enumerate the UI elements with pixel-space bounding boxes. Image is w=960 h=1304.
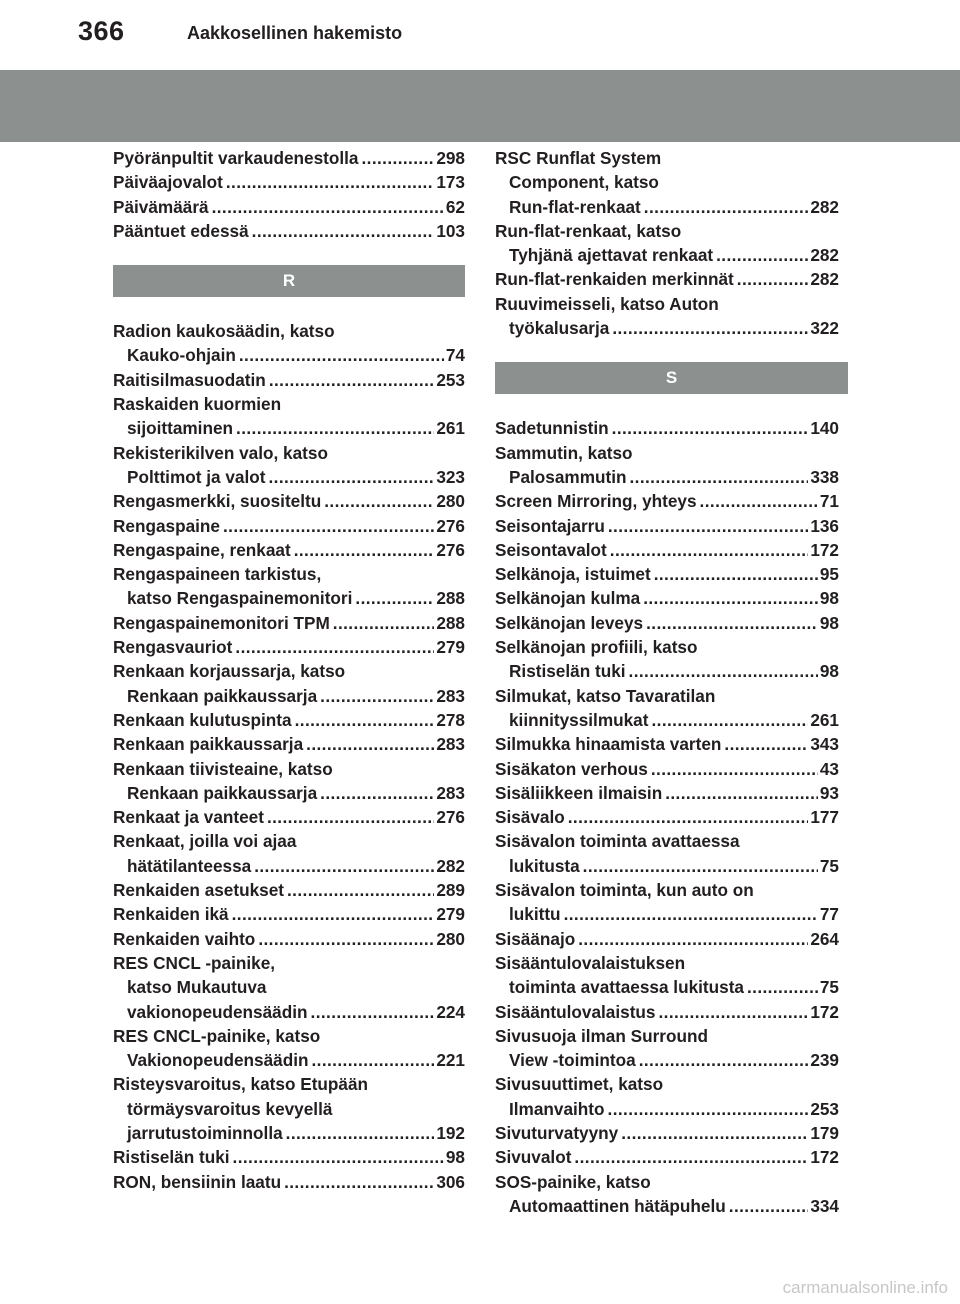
index-entry <box>495 927 839 951</box>
dot-leader <box>226 170 434 194</box>
index-entry <box>495 416 839 440</box>
index-entry <box>113 902 465 926</box>
entry-text: Renkaiden asetukset <box>113 880 284 901</box>
entry-text: lukittu <box>509 904 561 925</box>
index-entry <box>113 708 465 732</box>
entry-page: 177 <box>810 807 839 828</box>
section-letter-s: S <box>495 362 848 394</box>
entry-text: Renkaan korjaussarja, katso <box>113 661 346 682</box>
entry-text: sijoittaminen <box>127 418 234 439</box>
entry-text: Pääntuet edessä <box>113 220 249 241</box>
entry-page: 136 <box>810 515 839 536</box>
entry-page: 239 <box>810 1050 839 1071</box>
entry-page: 93 <box>819 782 839 803</box>
entry-page: 282 <box>810 245 839 266</box>
index-entry <box>113 829 465 878</box>
header-band <box>0 70 960 142</box>
entry-text: Rengaspaineen tarkistus, <box>113 564 322 585</box>
entry-text: Sisäänajo <box>495 928 576 949</box>
entry-text: Rengasvauriot <box>113 637 233 658</box>
entry-text: Sivuturvatyyny <box>495 1122 619 1143</box>
dot-leader <box>236 416 434 440</box>
entry-text: Rengaspainemonitori TPM <box>113 612 330 633</box>
entry-text: Risteysvaroitus, katso Etupään <box>113 1074 369 1095</box>
index-entry <box>495 878 839 927</box>
page-number: 366 <box>78 16 125 46</box>
entry-text: Päiväajovalot <box>113 172 223 193</box>
entry-page: 323 <box>436 466 465 487</box>
entry-text: lukitusta <box>509 855 580 876</box>
index-entry <box>113 489 465 513</box>
index-entry <box>495 781 839 805</box>
dot-leader <box>233 1145 444 1169</box>
dot-leader <box>610 538 809 562</box>
entry-text: Run-flat-renkaat <box>509 196 641 217</box>
entry-page: 334 <box>810 1195 839 1216</box>
index-entry <box>113 611 465 635</box>
dot-leader <box>320 781 434 805</box>
entry-text: Radion kaukosäädin, katso <box>113 321 335 342</box>
dot-leader <box>651 708 808 732</box>
entry-text: Renkaan paikkaussarja <box>127 685 318 706</box>
entry-text: Renkaiden ikä <box>113 904 229 925</box>
entry-text: RON, bensiinin laatu <box>113 1171 282 1192</box>
index-entry <box>113 441 465 490</box>
entry-text: Screen Mirroring, yhteys <box>495 491 697 512</box>
entry-text: Ilmanvaihto <box>509 1098 605 1119</box>
entry-text: työkalusarja <box>509 318 610 339</box>
index-entry <box>495 267 839 291</box>
entry-page: 322 <box>810 318 839 339</box>
dot-leader <box>269 368 435 392</box>
entry-text: Ristiselän tuki <box>509 661 626 682</box>
dot-leader <box>643 586 818 610</box>
entry-text: Run-flat-renkaiden merkinnät <box>495 269 734 290</box>
dot-leader <box>223 514 434 538</box>
entry-page: 221 <box>436 1050 465 1071</box>
entry-page: 280 <box>436 491 465 512</box>
entry-page: 77 <box>819 904 839 925</box>
entry-page: 98 <box>819 612 839 633</box>
dot-leader <box>737 267 809 291</box>
entry-text: Pyöränpultit varkaudenestolla <box>113 148 359 168</box>
dot-leader <box>658 1000 808 1024</box>
entry-text: Sammutin, katso <box>495 442 633 463</box>
entry-text: Sisääntulovalaistuksen <box>495 952 686 973</box>
entry-page: 283 <box>436 685 465 706</box>
entry-text: Renkaan tiivisteaine, katso <box>113 758 333 779</box>
entry-page: 261 <box>810 709 839 730</box>
index-entry <box>113 878 465 902</box>
dot-leader <box>644 195 809 219</box>
index-entry <box>113 219 465 243</box>
index-entry <box>495 757 839 781</box>
dot-leader <box>651 757 818 781</box>
entry-page: 279 <box>436 904 465 925</box>
index-entry <box>495 611 839 635</box>
dot-leader <box>612 416 809 440</box>
entry-text: Selkänojan leveys <box>495 612 644 633</box>
dot-leader <box>254 854 434 878</box>
index-entry <box>495 829 839 878</box>
entry-text: Raitisilmasuodatin <box>113 369 266 390</box>
index-entry <box>495 732 839 756</box>
index-entry <box>113 732 465 756</box>
entry-page: 264 <box>810 928 839 949</box>
entry-text: vakionopeudensäädin <box>127 1001 308 1022</box>
dot-leader <box>284 1170 434 1194</box>
entry-page: 253 <box>436 369 465 390</box>
entry-page: 173 <box>436 172 465 193</box>
entry-text: kiinnityssilmukat <box>509 709 649 730</box>
index-entry <box>113 368 465 392</box>
entry-page: 282 <box>436 855 465 876</box>
entry-text: Renkaat, joilla voi ajaa <box>113 831 297 852</box>
index-entry <box>113 1024 465 1073</box>
entry-text: Sisäkaton verhous <box>495 758 648 779</box>
entry-text: Renkaan kulutuspinta <box>113 709 292 730</box>
entry-text: Component, katso <box>509 172 659 193</box>
dot-leader <box>239 343 444 367</box>
entry-text: Seisontajarru <box>495 515 605 536</box>
entry-text: hätätilanteessa <box>127 855 252 876</box>
dot-leader <box>287 878 434 902</box>
dot-leader <box>295 708 435 732</box>
entry-page: 283 <box>436 782 465 803</box>
entry-page: 95 <box>819 564 839 585</box>
entry-page: 282 <box>810 196 839 217</box>
entry-text: RES CNCL-painike, katso <box>113 1025 321 1046</box>
header-title: Aakkosellinen hakemisto <box>187 23 403 43</box>
index-entry <box>495 684 839 733</box>
entry-text: Renkaat ja vanteet <box>113 807 264 828</box>
entry-text: Ristiselän tuki <box>113 1147 230 1168</box>
index-entry <box>495 1121 839 1145</box>
entry-text: Selkänojan profiili, katso <box>495 637 698 658</box>
dot-leader <box>267 805 434 829</box>
dot-leader <box>646 611 818 635</box>
entry-page: 276 <box>436 515 465 536</box>
dot-leader <box>578 927 808 951</box>
entry-page: 98 <box>819 661 839 682</box>
entry-page: 103 <box>436 220 465 241</box>
index-entry <box>113 635 465 659</box>
index-entry <box>495 1170 839 1219</box>
entry-text: Selkänojan kulma <box>495 588 641 609</box>
entry-page: 283 <box>436 734 465 755</box>
page-header <box>0 0 960 70</box>
index-entry <box>113 1072 465 1145</box>
dot-leader <box>232 902 435 926</box>
dot-leader <box>252 219 435 243</box>
entry-text: Rekisterikilven valo, katso <box>113 442 328 463</box>
entry-text: Sisävalon toiminta, kun auto on <box>495 880 754 901</box>
entry-page: 98 <box>819 588 839 609</box>
entry-page: 282 <box>810 269 839 290</box>
index-entry <box>495 562 839 586</box>
entry-text: Renkaan paikkaussarja <box>127 782 318 803</box>
dot-leader <box>568 805 809 829</box>
entry-page: 276 <box>436 807 465 828</box>
entry-page: 179 <box>810 1122 839 1143</box>
index-entry <box>113 319 465 368</box>
entry-text: Palosammutin <box>509 466 627 487</box>
index-entry <box>113 392 465 441</box>
entry-text: katso Mukautuva <box>127 977 267 998</box>
entry-text: Sisävalo <box>495 807 565 828</box>
index-column-right <box>495 146 839 1218</box>
dot-leader <box>574 1145 808 1169</box>
entry-text: Rengaspaine, renkaat <box>113 539 291 560</box>
dot-leader <box>294 538 435 562</box>
index-entry <box>495 292 839 341</box>
entry-text: Kauko-ohjain <box>127 345 236 366</box>
index-entry <box>113 805 465 829</box>
entry-text: Polttimot ja valot <box>127 466 266 487</box>
dot-leader <box>333 611 435 635</box>
entry-text: Sivusuoja ilman Surround <box>495 1025 708 1046</box>
dot-leader <box>654 562 818 586</box>
entry-page: 192 <box>436 1122 465 1143</box>
entry-text: RSC Runflat System <box>495 148 662 168</box>
index-entry <box>495 146 839 219</box>
index-entry <box>113 927 465 951</box>
index-entry <box>495 219 839 268</box>
entry-page: 280 <box>436 928 465 949</box>
index-entry <box>113 562 465 611</box>
entry-page: 338 <box>810 466 839 487</box>
entry-page: 74 <box>445 345 465 366</box>
entry-text: Automaattinen hätäpuhelu <box>509 1195 726 1216</box>
entry-page: 71 <box>819 491 839 512</box>
index-entry <box>495 1145 839 1169</box>
entry-text: Raskaiden kuormien <box>113 394 282 415</box>
index-entry <box>113 659 465 708</box>
index-entry <box>113 538 465 562</box>
entry-text: RES CNCL -painike, <box>113 952 276 973</box>
entry-text: Silmukat, katso Tavaratilan <box>495 685 716 706</box>
entry-text: Sadetunnistin <box>495 418 609 439</box>
entry-text: toiminta avattaessa lukitusta <box>509 977 744 998</box>
entry-page: 288 <box>436 612 465 633</box>
dot-leader <box>747 975 818 999</box>
entry-text: Rengaspaine <box>113 515 220 536</box>
entry-text: SOS-painike, katso <box>495 1171 651 1192</box>
dot-leader <box>324 489 434 513</box>
entry-page: 172 <box>810 539 839 560</box>
entry-page: 98 <box>445 1147 465 1168</box>
entry-page: 43 <box>819 758 839 779</box>
index-entry <box>113 170 465 194</box>
entry-page: 288 <box>436 588 465 609</box>
dot-leader <box>258 927 434 951</box>
dot-leader <box>361 146 434 170</box>
index-entry <box>113 951 465 1024</box>
entry-text: Sisääntulovalaistus <box>495 1001 656 1022</box>
entry-page: 253 <box>810 1098 839 1119</box>
entry-text: katso Rengaspainemonitori <box>127 588 353 609</box>
entry-page: 306 <box>436 1171 465 1192</box>
dot-leader <box>612 316 808 340</box>
entry-page: 62 <box>445 196 465 217</box>
watermark: carmanualsonline.info <box>782 1278 948 1297</box>
dot-leader <box>639 1048 809 1072</box>
dot-leader <box>608 514 808 538</box>
dot-leader <box>306 732 434 756</box>
entry-page: 172 <box>810 1001 839 1022</box>
dot-leader <box>629 659 818 683</box>
entry-page: 172 <box>810 1147 839 1168</box>
index-entry <box>495 1000 839 1024</box>
entry-text: Sisävalon toiminta avattaessa <box>495 831 740 852</box>
index-entry <box>495 1024 839 1073</box>
entry-page: 298 <box>436 148 465 168</box>
index-entry <box>113 1170 465 1194</box>
entry-page: 140 <box>810 418 839 439</box>
entry-page: 343 <box>810 734 839 755</box>
entry-text: Renkaan paikkaussarja <box>113 734 304 755</box>
entry-text: Vakionopeudensäädin <box>127 1050 309 1071</box>
dot-leader <box>629 465 808 489</box>
index-entry <box>495 489 839 513</box>
entry-text: Sisäliikkeen ilmaisin <box>495 782 663 803</box>
index-entry <box>495 951 839 1000</box>
entry-page: 224 <box>436 1001 465 1022</box>
entry-text: Selkänoja, istuimet <box>495 564 651 585</box>
dot-leader <box>212 195 444 219</box>
entry-text: jarrutustoiminnolla <box>127 1122 283 1143</box>
dot-leader <box>700 489 818 513</box>
index-entry <box>113 514 465 538</box>
index-entry <box>495 1072 839 1121</box>
dot-leader <box>621 1121 808 1145</box>
entry-text: Päivämäärä <box>113 196 209 217</box>
dot-leader <box>311 1048 434 1072</box>
dot-leader <box>286 1121 435 1145</box>
dot-leader <box>724 732 808 756</box>
entry-page: 75 <box>819 977 839 998</box>
index-entry <box>113 146 465 170</box>
entry-text: Seisontavalot <box>495 539 607 560</box>
index-entry <box>495 514 839 538</box>
index-entry <box>495 538 839 562</box>
index-entry <box>113 195 465 219</box>
entry-text: Run-flat-renkaat, katso <box>495 220 682 241</box>
entry-text: Sivusuuttimet, katso <box>495 1074 664 1095</box>
section-letter-r: R <box>113 265 465 297</box>
dot-leader <box>583 854 818 878</box>
dot-leader <box>729 1194 809 1218</box>
index-entry <box>495 635 839 684</box>
index-entry <box>495 805 839 829</box>
entry-text: Tyhjänä ajettavat renkaat <box>509 245 714 266</box>
index-entry <box>495 586 839 610</box>
entry-page: 75 <box>819 855 839 876</box>
dot-leader <box>320 684 434 708</box>
entry-page: 279 <box>436 637 465 658</box>
entry-text: Sivuvalot <box>495 1147 572 1168</box>
index-entry <box>495 441 839 490</box>
dot-leader <box>608 1097 809 1121</box>
entry-page: 276 <box>436 539 465 560</box>
entry-page: 278 <box>436 709 465 730</box>
entry-text: View -toimintoa <box>509 1050 636 1071</box>
entry-text: Rengasmerkki, suositeltu <box>113 491 322 512</box>
index-entry <box>113 1145 465 1169</box>
dot-leader <box>665 781 818 805</box>
dot-leader <box>355 586 434 610</box>
entry-text: Ruuvimeisseli, katso Auton <box>495 293 719 314</box>
entry-text: törmäysvaroitus kevyellä <box>127 1098 333 1119</box>
entry-text: Silmukka hinaamista varten <box>495 734 722 755</box>
dot-leader <box>564 902 818 926</box>
dot-leader <box>268 465 434 489</box>
dot-leader <box>311 1000 435 1024</box>
entry-page: 261 <box>436 418 465 439</box>
entry-text: Renkaiden vaihto <box>113 928 256 949</box>
dot-leader <box>716 243 808 267</box>
dot-leader <box>235 635 434 659</box>
entry-page: 289 <box>436 880 465 901</box>
index-entry <box>113 757 465 806</box>
index-column-left <box>113 146 465 1194</box>
